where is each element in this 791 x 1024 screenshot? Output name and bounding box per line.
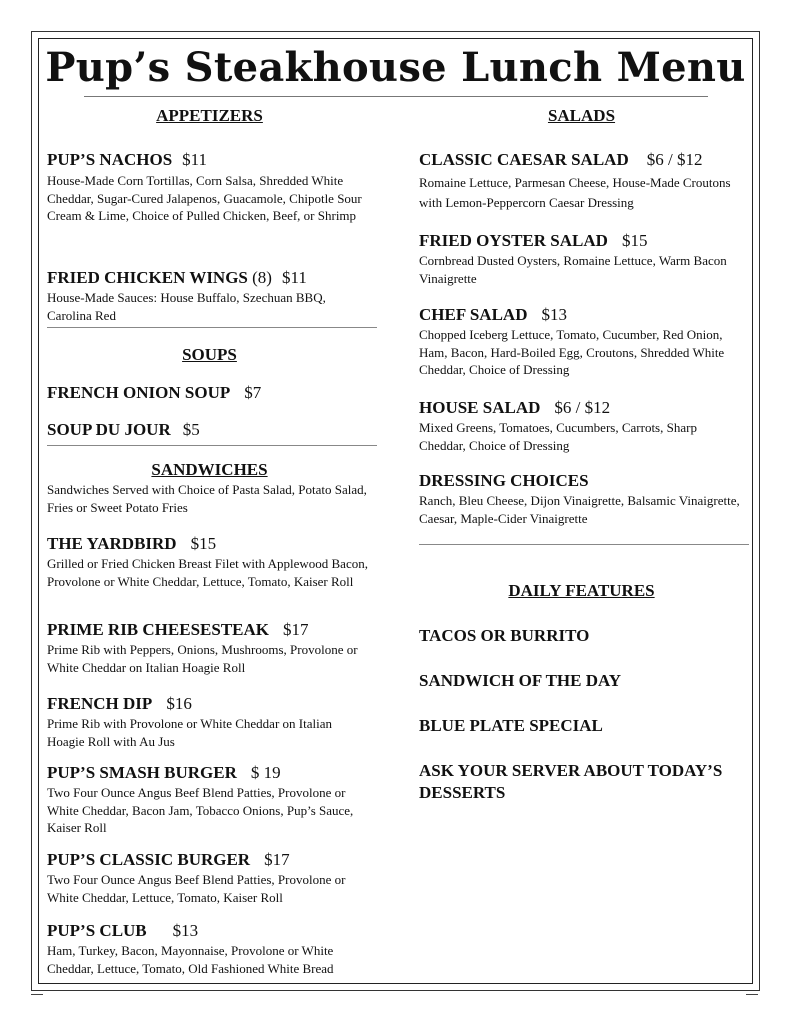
- sandwiches-note: Sandwiches Served with Choice of Pasta Salad, Potato Salad, Fries or Sweet Potato Fries: [47, 482, 367, 515]
- item-name: THE YARDBIRD: [47, 534, 177, 553]
- menu-title: Pup’s Steakhouse Lunch Menu: [45, 44, 746, 91]
- item-price: $5: [182, 420, 200, 439]
- item-price: $16: [166, 694, 192, 713]
- menu-item-pups-smash-burger: [47, 763, 281, 783]
- border-corner-left: [31, 984, 43, 995]
- menu-item-chef-salad: [419, 305, 567, 325]
- item-name: PRIME RIB CHEESESTEAK: [47, 620, 269, 639]
- item-price: $ 19: [250, 763, 281, 782]
- daily-features-heading: DAILY FEATURES: [508, 581, 655, 600]
- item-price: $13: [541, 305, 567, 324]
- menu-item-classic-caesar-salad: [419, 150, 702, 170]
- item-description: Romaine Lettuce, Parmesan Cheese, House-Made Croutons with Lemon-Peppercorn Caesar Dressing: [419, 175, 731, 210]
- item-name: SOUP DU JOUR: [47, 420, 171, 439]
- item-description: House-Made Corn Tortillas, Corn Salsa, Shredded White Cheddar, Sugar-Cured Jalapenos, Guacamole, Chipotle Sour Cream & Lime, Choice of Pulled Chicken, Beef, or Shrimp: [47, 173, 362, 223]
- item-description: House-Made Sauces: House Buffalo, Szechuan BBQ, Carolina Red: [47, 290, 326, 323]
- item-name: FRENCH DIP: [47, 694, 153, 713]
- item-name: CLASSIC CAESAR SALAD: [419, 150, 629, 169]
- item-description: Ham, Turkey, Bacon, Mayonnaise, Provolone or White Cheddar, Lettuce, Tomato, Old Fashioned White Bread: [47, 943, 334, 976]
- item-description: Cornbread Dusted Oysters, Romaine Lettuce, Warm Bacon Vinaigrette: [419, 253, 727, 286]
- dressing-choices-heading: DRESSING CHOICES: [419, 471, 589, 490]
- item-name: CHEF SALAD: [419, 305, 528, 324]
- feature-item: ASK YOUR SERVER ABOUT TODAY’S DESSERTS: [419, 761, 723, 802]
- menu-item-fried-oyster-salad: [419, 231, 647, 251]
- item-name: PUP’S NACHOS: [47, 150, 173, 169]
- item-price: $6 / $12: [554, 398, 611, 417]
- item-name: PUP’S CLUB: [47, 921, 147, 940]
- item-name: FRIED CHICKEN WINGS: [47, 268, 248, 287]
- menu-item-pups-club: [47, 921, 198, 941]
- item-description: Prime Rib with Peppers, Onions, Mushrooms, Provolone or White Cheddar on Italian Hoagie Roll: [47, 642, 358, 675]
- sandwiches-heading: SANDWICHES: [151, 460, 268, 479]
- item-price: $7: [244, 383, 262, 402]
- item-price: $11: [182, 150, 208, 169]
- item-description: Two Four Ounce Angus Beef Blend Patties, Provolone or White Cheddar, Bacon Jam, Tobacco Onions, Pup’s Sauce, Kaiser Roll: [47, 785, 354, 835]
- appetizers-heading: APPETIZERS: [156, 106, 263, 125]
- menu-item-french-dip: [47, 694, 192, 714]
- feature-item: SANDWICH OF THE DAY: [419, 671, 621, 690]
- section-divider: [47, 445, 377, 446]
- item-name: FRIED OYSTER SALAD: [419, 231, 608, 250]
- dressing-choices-list: Ranch, Bleu Cheese, Dijon Vinaigrette, Balsamic Vinaigrette, Caesar, Maple-Cider Vinaigrette: [419, 493, 740, 526]
- item-price: $17: [283, 620, 309, 639]
- item-price: $15: [621, 231, 648, 250]
- item-description: Two Four Ounce Angus Beef Blend Patties, Provolone or White Cheddar, Lettuce, Tomato, Kaiser Roll: [47, 872, 346, 905]
- item-price: $13: [172, 921, 199, 940]
- border-corner-right: [746, 984, 758, 995]
- menu-item-house-salad: [419, 398, 610, 418]
- item-quantity: (8): [252, 268, 272, 287]
- item-name: PUP’S SMASH BURGER: [47, 763, 237, 782]
- item-name: PUP’S CLASSIC BURGER: [47, 850, 251, 869]
- item-price: $17: [264, 850, 290, 869]
- title-underline: [84, 96, 708, 97]
- menu-item-pups-classic-burger: [47, 850, 290, 870]
- item-name: FRENCH ONION SOUP: [47, 383, 231, 402]
- item-description: Prime Rib with Provolone or White Cheddar on Italian Hoagie Roll with Au Jus: [47, 716, 332, 749]
- item-name: HOUSE SALAD: [419, 398, 541, 417]
- feature-item: BLUE PLATE SPECIAL: [419, 716, 603, 735]
- feature-item: TACOS OR BURRITO: [419, 626, 590, 645]
- section-divider: [47, 327, 377, 328]
- item-price: $6 / $12: [646, 150, 703, 169]
- salads-heading: SALADS: [547, 106, 616, 125]
- section-divider: [419, 544, 749, 545]
- menu-item-french-onion-soup: [47, 383, 261, 403]
- menu-item-soup-du-jour: [47, 420, 200, 440]
- item-description: Chopped Iceberg Lettuce, Tomato, Cucumber, Red Onion, Ham, Bacon, Hard-Boiled Egg, Croutons, Shredded White Cheddar, Choice of Dressing: [419, 327, 725, 377]
- item-price: $15: [190, 534, 217, 553]
- menu-item-the-yardbird: [47, 534, 216, 554]
- menu-item-prime-rib-cheesesteak: [47, 620, 309, 640]
- item-description: Grilled or Fried Chicken Breast Filet with Applewood Bacon, Provolone or White Cheddar, Lettuce, Tomato, Kaiser Roll: [47, 556, 368, 589]
- menu-item-fried-chicken-wings: [47, 268, 307, 288]
- item-price: $11: [281, 268, 307, 287]
- item-description: Mixed Greens, Tomatoes, Cucumbers, Carrots, Sharp Cheddar, Choice of Dressing: [419, 420, 697, 453]
- menu-item-pups-nachos: [47, 150, 207, 170]
- soups-heading: SOUPS: [182, 345, 237, 364]
